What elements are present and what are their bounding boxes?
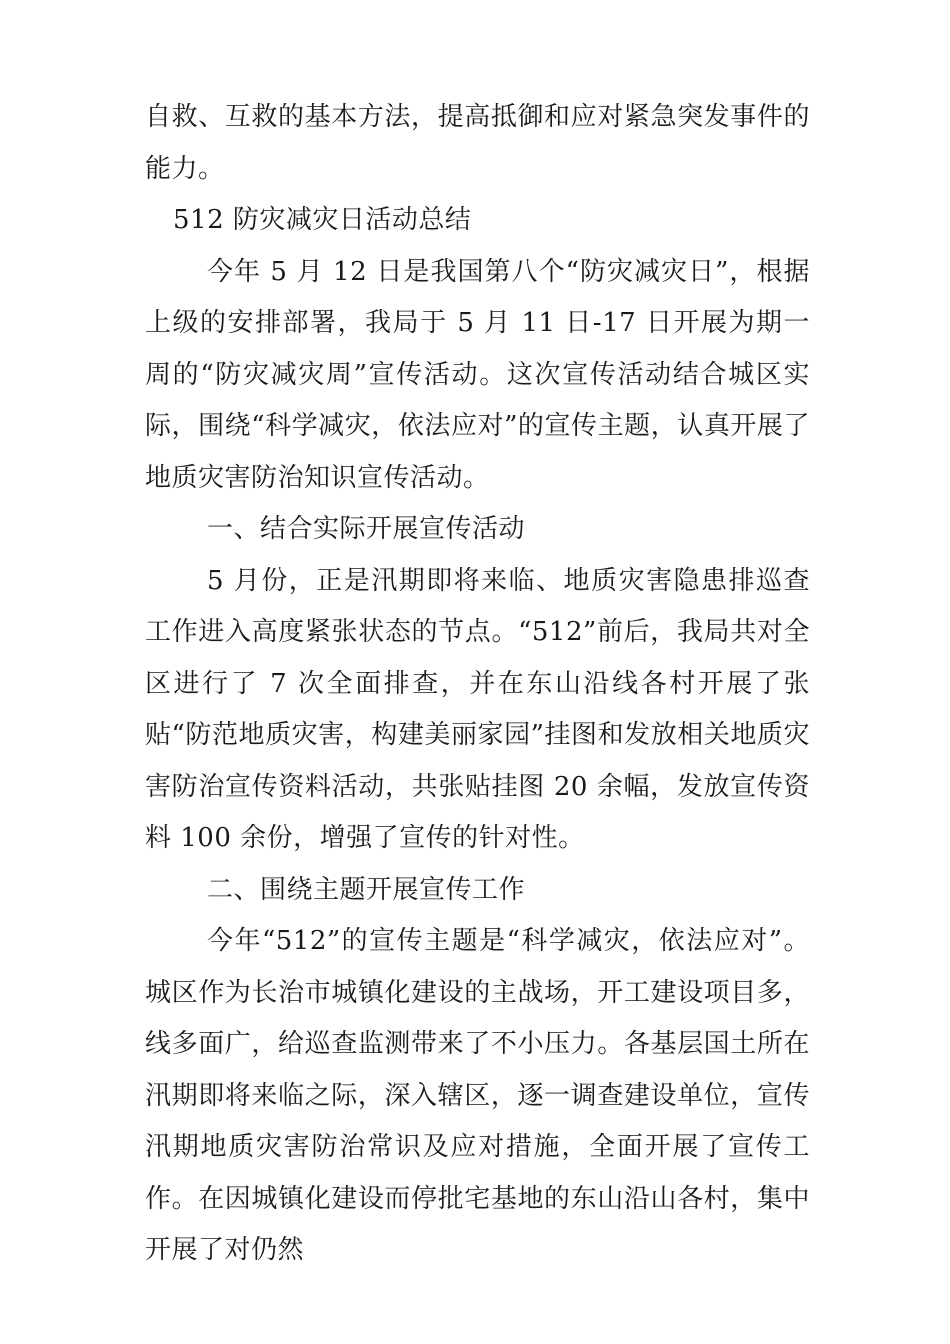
heading-two: 二、围绕主题开展宣传工作 — [207, 874, 526, 905]
document-body — [145, 92, 810, 1277]
paragraph-intro: 今年 5 月 12 日是我国第八个“防灾减灾日”，根据上级的安排部署，我局于 5 月 11 日-17 日开展为期一周的“防灾减灾周”宣传活动。这次宣传活动结合城区实际，围绕“科学减灾，依法应对”的宣传主题，认真开展了地质灾害防治知识宣传活动。 — [145, 256, 810, 493]
paragraph-continuation: 自救、互救的基本方法，提高抵御和应对紧急突发事件的能力。 — [145, 102, 810, 184]
section-title: 512 防灾减灾日活动总结 — [173, 205, 472, 235]
paragraph-part-one: 5 月份，正是汛期即将来临、地质灾害隐患排巡查工作进入高度紧张状态的节点。“512”前后，我局共对全区进行了 7 次全面排查，并在东山沿线各村开展了张贴“防范地质灾害，构建美丽家园”挂图和发放相关地质灾害防治宣传资料活动，共张贴挂图 20 余幅，发放宣传资料 100 余份，增强了宣传的针对性。 — [145, 565, 810, 853]
heading-one: 一、结合实际开展宣传活动 — [207, 514, 526, 544]
paragraph-part-two: 今年“512”的宣传主题是“科学减灾，依法应对”。城区作为长治市城镇化建设的主战场，开工建设项目多，线多面广，给巡查监测带来了不小压力。各基层国土所在汛期即将来临之际，深入辖区，逐一调查建设单位，宣传汛期地质灾害防治常识及应对措施，全面开展了宣传工作。在因城镇化建设而停批宅基地的东山沿山各村，集中开展了对仍然 — [145, 926, 810, 1265]
